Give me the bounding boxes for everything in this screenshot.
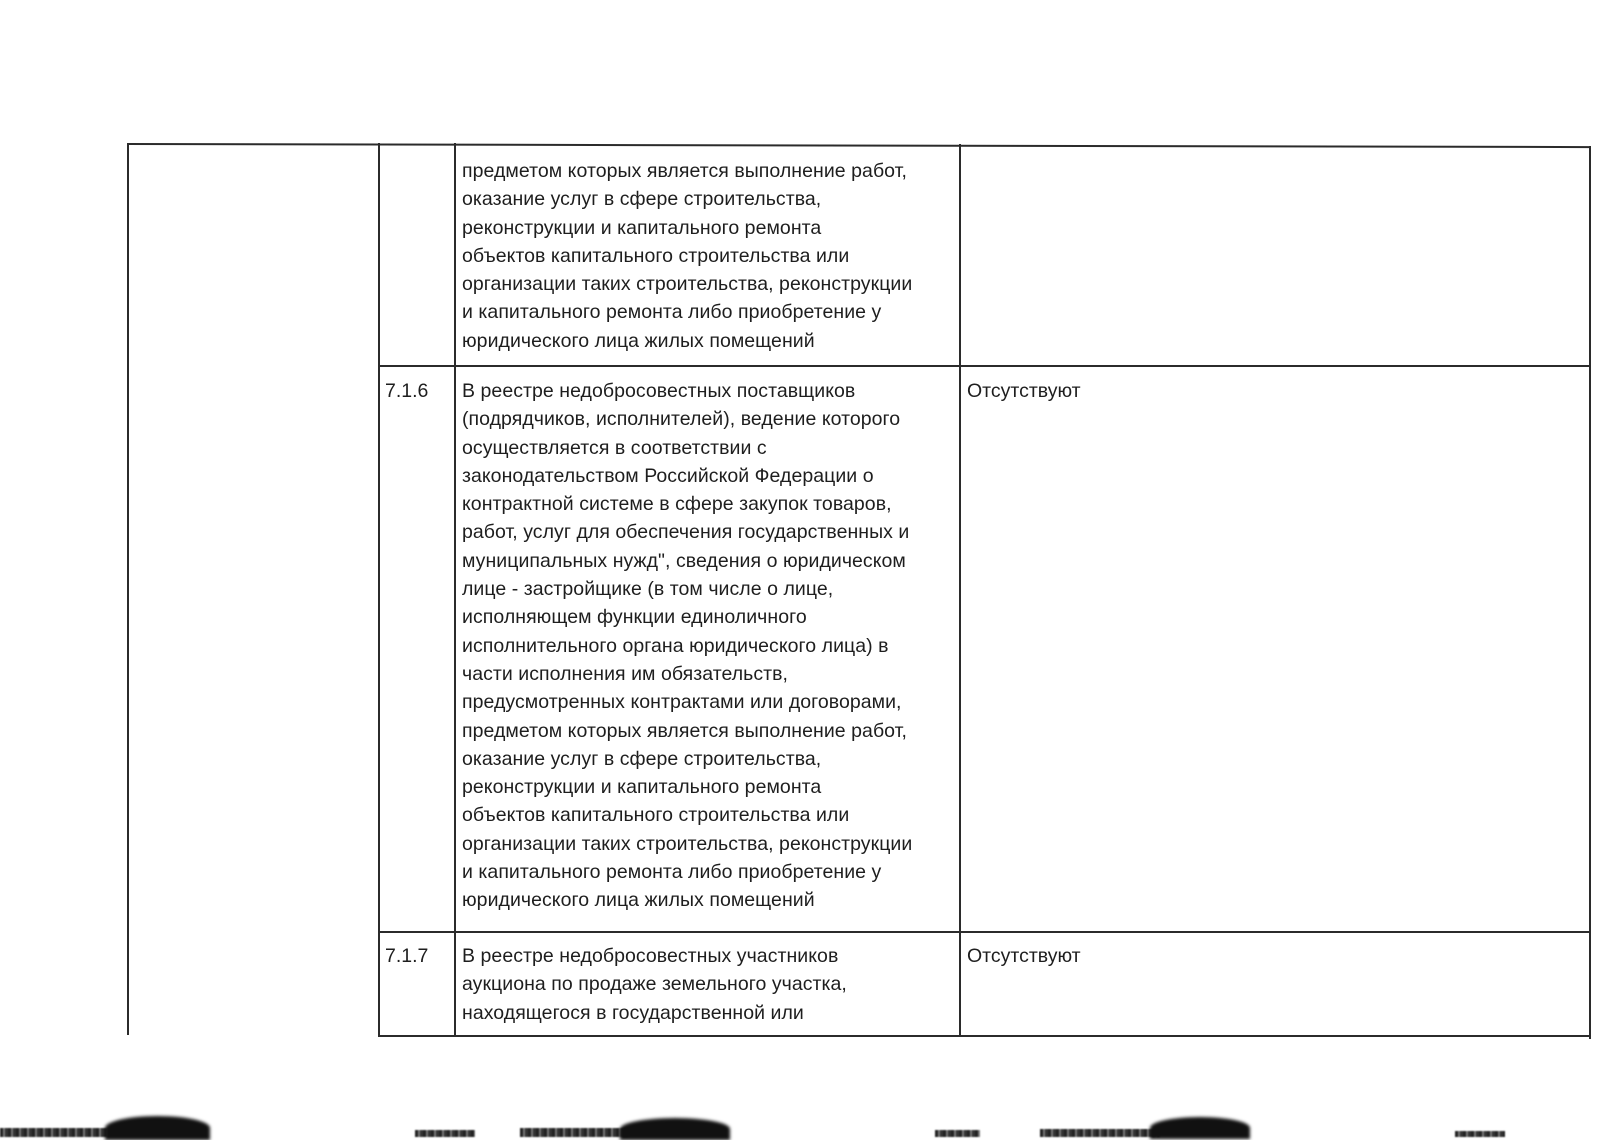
scan-smudge: [1150, 1117, 1250, 1139]
table-right-border: [1589, 146, 1591, 1039]
scan-smudge: [415, 1130, 475, 1137]
continued-row-text: предметом которых является выполнение работ, оказание услуг в сфере строительства, реконструкции и капитального ремонта объектов капитального строительства или организации таких строительства, реконструкции и капитального ремонта либо приобретение у юридического лица жилых помещений: [462, 160, 913, 352]
column-divider-description: [959, 144, 961, 1037]
scan-smudge: [1040, 1129, 1160, 1137]
table-bottom-border: [378, 1035, 1591, 1037]
column-divider-section: [378, 143, 380, 1035]
scan-smudge: [520, 1128, 630, 1137]
row-716-number: 7.1.6: [385, 380, 429, 402]
scan-smudge: [1455, 1131, 1505, 1137]
scan-smudge: [935, 1130, 980, 1137]
scan-smudge: [0, 1128, 110, 1137]
scan-smudge: [105, 1116, 210, 1140]
row-717-value: Отсутствуют: [967, 945, 1081, 967]
row-716-text: В реестре недобросовестных поставщиков (подрядчиков, исполнителей), ведение которого осуществляется в соответствии с законодательством Российской Федерации о контрактной системе в сфере закупок товаров, работ, услуг для обеспечения государственных и муниципальных нужд", сведения о юридическом лице - застройщике (в том числе о лице, исполняющем функции единоличного исполнительного органа юридического лица) в части исполнения им обязательств, предусмотренных контрактами или договорами, предметом которых является выполнение работ, оказание услуг в сфере строительства, реконструкции и капитального ремонта объектов капитального строительства или организации таких строительства, реконструкции и капитального ремонта либо приобретение у юридического лица жилых помещений: [462, 380, 913, 912]
row-716-value: Отсутствуют: [967, 380, 1081, 402]
table-top-border: [127, 143, 1591, 148]
row-divider-717: [378, 931, 1591, 933]
table-left-border: [127, 143, 129, 1035]
row-divider-716: [378, 365, 1591, 367]
column-divider-number: [454, 143, 456, 1035]
row-717-text: В реестре недобросовестных участников аукциона по продаже земельного участка, находящегося в государственной или: [462, 945, 847, 1024]
row-717-number: 7.1.7: [385, 945, 429, 967]
